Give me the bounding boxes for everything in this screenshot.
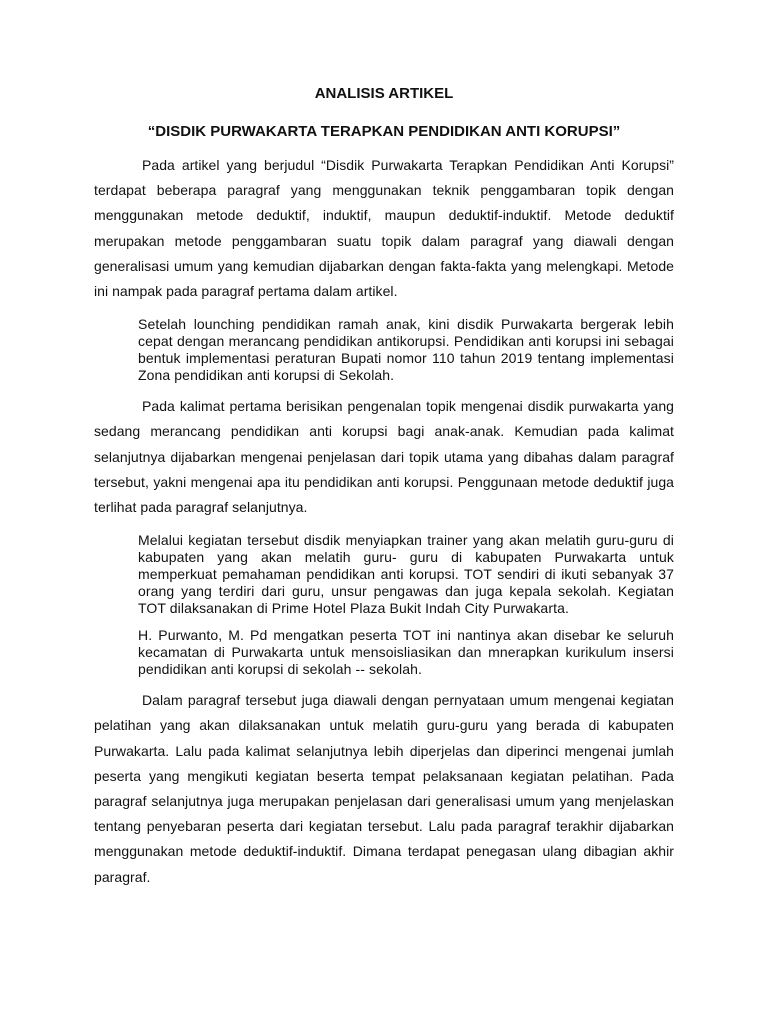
- block-quote-2: Melalui kegiatan tersebut disdik menyiapkan trainer yang akan melatih guru-guru di kabupaten yang akan melatih guru- guru di kabupaten Purwakarta untuk memperkuat pemahaman pendidikan anti korupsi. TOT sendiri di ikuti sebanyak 37 orang yang terdiri dari guru, unsur pengawas dan juga kepala sekolah. Kegiatan TOT dilaksanakan di Prime Hotel Plaza Bukit Indah City Purwakarta.: [138, 532, 674, 617]
- block-quote-1: Setelah lounching pendidikan ramah anak, kini disdik Purwakarta bergerak lebih cepat dengan merancang pendidikan antikorupsi. Pendidikan anti korupsi ini sebagai bentuk implementasi peraturan Bupati nomor 110 tahun 2019 tentang implementasi Zona pendidikan anti korupsi di Sekolah.: [138, 316, 674, 384]
- article-title: “DISDIK PURWAKARTA TERAPKAN PENDIDIKAN ANTI KORUPSI”: [147, 123, 621, 140]
- document-title: ANALISIS ARTIKEL: [314, 85, 454, 102]
- body-paragraph-1: Pada artikel yang berjudul “Disdik Purwakarta Terapkan Pendidikan Anti Korupsi” terdapat beberapa paragraf yang menggunakan teknik penggambaran topik dengan menggunakan metode deduktif, induktif, maupun deduktif-induktif. Metode deduktif merupakan metode penggambaran suatu topik dalam paragraf yang diawali dengan generalisasi umum yang kemudian dijabarkan dengan fakta-fakta yang melengkapi. Metode ini nampak pada paragraf pertama dalam artikel.: [94, 157, 674, 300]
- body-paragraph-2: Pada kalimat pertama berisikan pengenalan topik mengenai disdik purwakarta yang sedang merancang pendidikan anti korupsi bagi anak-anak. Kemudian pada kalimat selanjutnya dijabarkan mengenai penjelasan dari topik utama yang dibahas dalam paragraf tersebut, yakni mengenai apa itu pendidikan anti korupsi. Penggunaan metode deduktif juga terlihat pada paragraf selanjutnya.: [94, 398, 674, 516]
- body-paragraph-3: Dalam paragraf tersebut juga diawali dengan pernyataan umum mengenai kegiatan pelatihan yang akan dilaksanakan untuk melatih guru-guru yang berada di kabupaten Purwakarta. Lalu pada kalimat selanjutnya lebih diperjelas dan diperinci mengenai jumlah peserta yang mengikuti kegiatan beserta tempat pelaksanaan kegiatan pelatihan. Pada paragraf selanjutnya juga merupakan penjelasan dari generalisasi umum yang menjelaskan tentang penyebaran peserta dari kegiatan tersebut. Lalu pada paragraf terakhir dijabarkan menggunakan metode deduktif-induktif. Dimana terdapat penegasan ulang dibagian akhir paragraf.: [94, 692, 674, 885]
- block-quote-3: H. Purwanto, M. Pd mengatkan peserta TOT ini nantinya akan disebar ke seluruh kecamatan di Purwakarta untuk mensoisliasikan dan mnerapkan kurikulum insersi pendidikan anti korupsi di sekolah -- sekolah.: [138, 627, 674, 678]
- document-page: [94, 84, 674, 890]
